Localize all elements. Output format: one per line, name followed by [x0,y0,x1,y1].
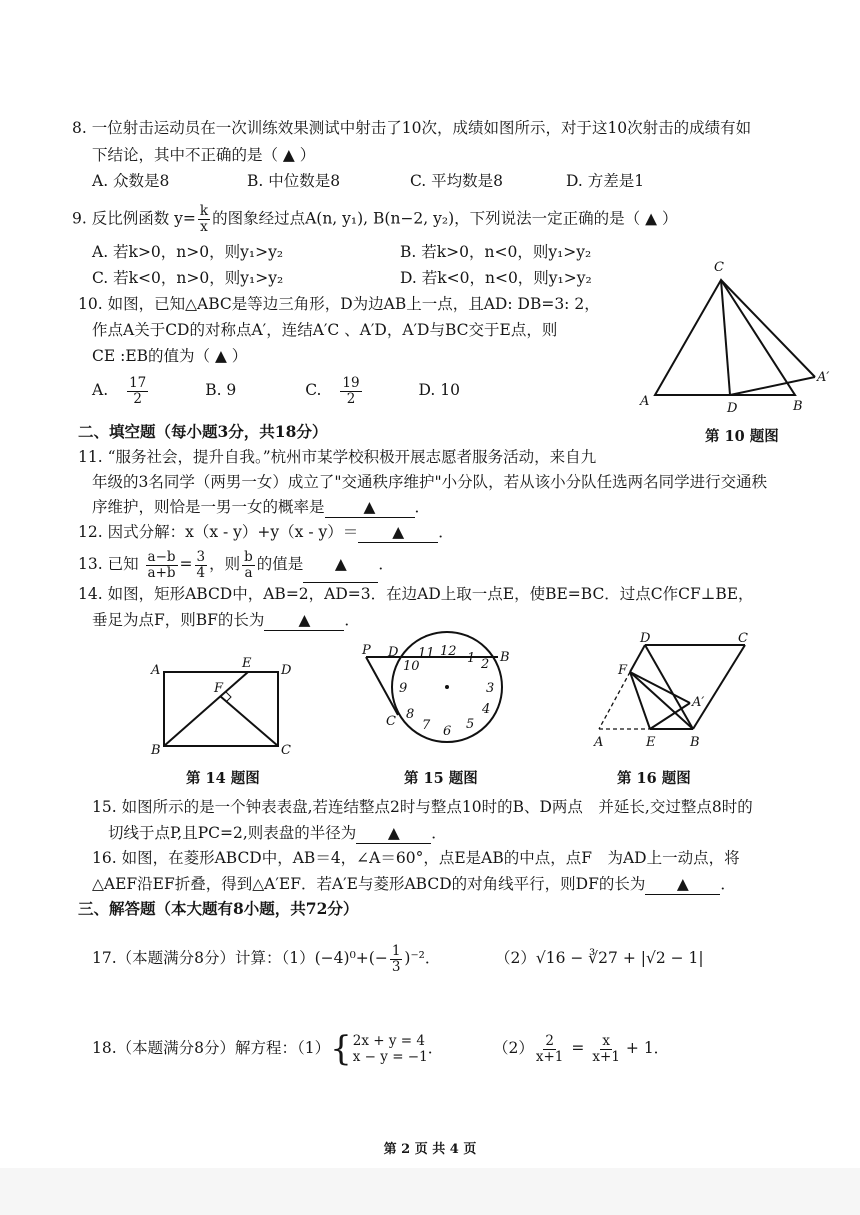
q9-stem: 9. 反比例函数 y= $\frac{k}{x}$ 的图象经过点A(n, y₁), B(n−2, y₂)，下列说法一定正确的是（ ▲ ） [72,203,678,235]
q14-line2: 垂足为点F，则BF的长为 ▲ ． [92,611,360,629]
fig16-label-e: E [646,735,656,750]
q14-line1: 14. 如图，矩形ABCD中，AB=2，AD=3．在边AD上取一点E，使BE=BC．过点C作CF⊥BE， [78,585,754,603]
fig14-label-d: D [281,663,292,678]
figure-14-caption: 第 14 题图 [186,770,260,787]
q9-option-a: A. 若k>0，n>0，则y₁>y₂ [92,243,284,261]
q9-option-d: D. 若k<0，n<0，则y₁>y₂ [400,269,592,287]
q10-line1: 10. 如图，已知△ABC是等边三角形，D为边AB上一点，且AD: DB=3: 2， [78,295,600,313]
clock-number-4: 4 [482,702,491,717]
q9-fraction: $\frac{k}{x}$ [199,203,209,235]
fig16-label-d: D [640,631,651,646]
figure-15-clock [360,632,520,767]
section-3-heading: 三、解答题（本大题有8小题，共72分） [78,899,359,918]
figure-15-caption: 第 15 题图 [404,770,478,787]
q10-option-a-fraction: $\frac{17}{2}$ [129,374,147,407]
fig10-label-c: C [714,260,724,275]
q14-answer-blank: ▲ [264,610,344,631]
q18-fraction-2: $\frac{x}{x+1}$ [592,1032,620,1065]
figure-16-caption: 第 16 题图 [617,770,691,787]
q18-part1: 18.（本题满分8分）解方程：（1） { 2x + y = 4 x − y = −1 ． [92,1029,444,1069]
q13-answer-blank: ▲ [303,546,378,583]
clock-number-9: 9 [399,681,408,696]
section-2-heading: 二、填空题（每小题3分，共18分） [78,422,328,441]
q11-line3: 序维护，则恰是一男一女的概率是 ▲ ． [92,498,431,516]
q8-stem-cont: 下结论，其中不正确的是（ ▲ ） [92,146,316,164]
q18-part2: （2） $\frac{2}{x+1}$ = $\frac{x}{x+1}$ + 1． [493,1032,670,1065]
q8-option-d: D. 方差是1 [566,172,645,190]
clock-number-2: 2 [481,657,490,672]
fig14-label-e: E [242,656,252,671]
q17-part2: （2）√16 − ∛27 + |√2 − 1| [495,949,704,967]
q11-line1: 11. “服务社会，提升自我。”杭州市某学校积极开展志愿者服务活动，来自九 [78,448,597,466]
clock-number-3: 3 [486,681,495,696]
figure-14-rectangle [148,652,308,760]
q16-answer-blank: ▲ [645,874,720,895]
q18-equation-system: { 2x + y = 4 x − y = −1 [330,1029,428,1069]
q12-answer-blank: ▲ [358,522,438,543]
q8-stem: 8. 一位射击运动员在一次训练效果测试中射击了10次，成绩如图所示，对于这10次射击的成绩有如 [72,119,752,137]
fig15-label-p: P [362,643,371,658]
fig16-label-a-prime: A′ [692,695,705,710]
clock-number-10: 10 [403,659,420,674]
figure-10-triangle [630,255,840,420]
q10-option-c-fraction: $\frac{19}{2}$ [342,374,360,407]
clock-number-6: 6 [443,724,452,739]
fig10-label-a-prime: A′ [817,370,830,385]
q17-fraction: $\frac{1}{3}$ [391,942,401,975]
fig10-label-b: B [793,399,803,414]
q10-line3: CE :EB的值为（ ▲ ） [92,347,248,365]
figure-16-rhombus [588,628,758,750]
bottom-margin [0,1168,860,1215]
q12-line: 12. 因式分解：x（x - y）+y（x - y）＝ ▲ ． [78,523,454,541]
fig10-label-a: A [640,394,650,409]
fig15-label-b: B [500,650,510,665]
fig14-label-f: F [214,681,224,696]
clock-number-7: 7 [422,718,431,733]
q16-line2: △AEF沿EF折叠，得到△A′EF．若A′E与菱形ABCD的对角线平行，则DF的长为 ▲ ． [92,875,736,893]
q11-answer-blank: ▲ [325,497,415,518]
q13-fraction-1: $\frac{a-b}{a+b}$ [147,548,176,581]
fig14-label-a: A [151,663,161,678]
q11-line2: 年级的3名同学（两男一女）成立了"交通秩序维护"小分队，若从该小分队任选两名同学进行交通秩 [92,473,768,491]
q15-line1: 15. 如图所示的是一个钟表表盘,若连结整点2时与整点10时的B、D两点 并延长,交过整点8时的 [92,798,753,816]
fig14-label-b: B [151,743,161,758]
q10-options: A. $\frac{17}{2}$ B. 9 C. $\frac{19}{2}$ D. 10 [92,374,460,407]
q16-line1: 16. 如图，在菱形ABCD中，AB＝4，∠A＝60°，点E是AB的中点，点F 为AD上一动点，将 [92,849,740,867]
q8-option-b: B. 中位数是8 [247,172,341,190]
q13-line: 13. 已知 $\frac{a-b}{a+b}$ = $\frac{3}{4}$ ，则 $\frac{b}{a}$ 的值是 ▲ ． [78,546,394,583]
clock-number-8: 8 [406,707,415,722]
fig15-label-d: D [388,645,399,660]
q9-option-b: B. 若k>0，n<0，则y₁>y₂ [400,243,592,261]
clock-number-1: 1 [467,651,476,666]
figure-10-caption: 第 10 题图 [705,428,779,445]
fig16-label-c: C [738,631,748,646]
q17-part1: 17.（本题满分8分）计算：（1）(−4)⁰+(− $\frac{1}{3}$ )⁻²． [92,942,441,975]
q13-fraction-3: $\frac{b}{a}$ [244,548,253,581]
q8-option-a: A. 众数是8 [92,172,170,190]
fig16-label-a: A [594,735,604,750]
fig14-label-c: C [281,743,291,758]
clock-number-11: 11 [418,646,435,661]
q9-option-c: C. 若k<0，n>0，则y₁>y₂ [92,269,284,287]
fig16-label-f: F [618,663,628,678]
clock-number-12: 12 [440,644,457,659]
q18-fraction-1: $\frac{2}{x+1}$ [535,1032,564,1065]
q8-option-c: C. 平均数是8 [410,172,504,190]
page-number: 第 2 页 共 4 页 [383,1142,477,1157]
fig16-label-b: B [690,735,700,750]
fig10-label-d: D [727,401,738,416]
q15-answer-blank: ▲ [356,823,431,844]
q13-fraction-2: $\frac{3}{4}$ [196,548,206,581]
fig15-label-c: C [386,714,396,729]
clock-number-5: 5 [466,717,475,732]
q10-line2: 作点A关于CD的对称点A′，连结A′C 、A′D，A′D与BC交于E点，则 [92,321,558,339]
q15-line2: 切线于点P,且PC=2,则表盘的半径为 ▲ ． [108,824,447,842]
